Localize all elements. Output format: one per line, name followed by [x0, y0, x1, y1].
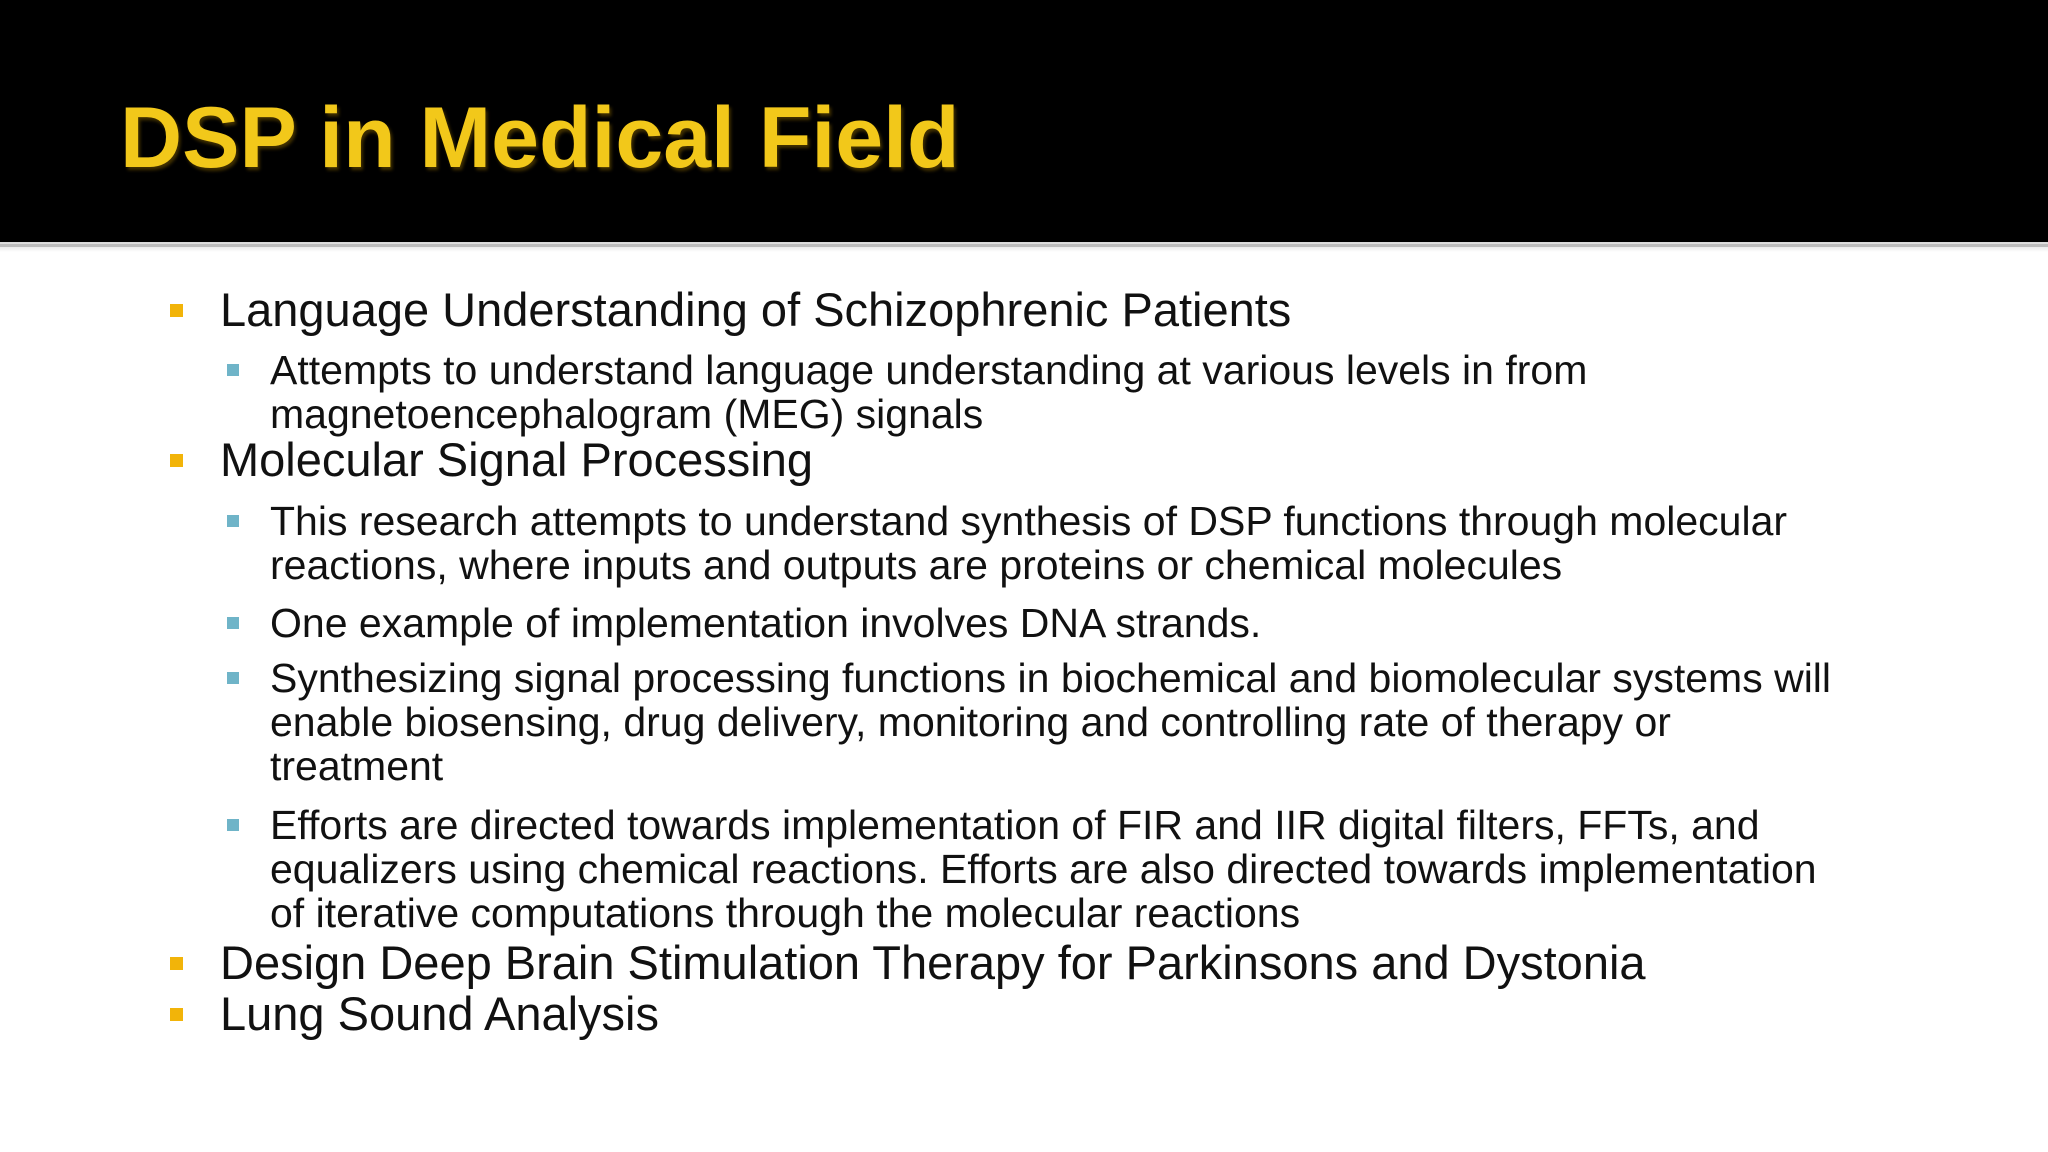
bullet-text: Language Understanding of Schizophrenic Patients — [220, 283, 1292, 336]
sub-bullet-line: Efforts are directed towards implementation of FIR and IIR digital filters, FFTs, and — [270, 802, 1760, 848]
sub-bullet-line: This research attempts to understand synthesis of DSP functions through molecular — [270, 498, 1788, 544]
sub-bullet-line: equalizers using chemical reactions. Efforts are also directed towards implementation — [270, 846, 1817, 892]
sub-bullet-line: of iterative computations through the molecular reactions — [270, 890, 1301, 936]
sub-bullet-marker-icon — [227, 515, 239, 527]
sub-bullet-marker-icon — [227, 672, 239, 684]
sub-bullet-line: Attempts to understand language understanding at various levels in from — [270, 347, 1588, 393]
slide-title: DSP in Medical Field — [120, 90, 960, 186]
sub-bullet-line: treatment — [270, 743, 444, 789]
sub-bullet-line: magnetoencephalogram (MEG) signals — [270, 391, 984, 437]
sub-bullet-line: One example of implementation involves DNA strands. — [270, 600, 1262, 646]
sub-bullet-marker-icon — [227, 819, 239, 831]
bullet-text: Design Deep Brain Stimulation Therapy for Parkinsons and Dystonia — [220, 936, 1646, 989]
sub-bullet-line: Synthesizing signal processing functions in biochemical and biomolecular systems will — [270, 655, 1832, 701]
bullet-marker-icon — [170, 957, 183, 970]
sub-bullet-marker-icon — [227, 617, 239, 629]
sub-bullet-line: reactions, where inputs and outputs are proteins or chemical molecules — [270, 542, 1563, 588]
sub-bullet-line: enable biosensing, drug delivery, monitoring and controlling rate of therapy or — [270, 699, 1671, 745]
bullet-marker-icon — [170, 454, 183, 467]
sub-bullet-marker-icon — [227, 364, 239, 376]
bullet-text: Molecular Signal Processing — [220, 433, 814, 486]
bullet-marker-icon — [170, 1008, 183, 1021]
bullet-text: Lung Sound Analysis — [220, 987, 659, 1040]
bullet-marker-icon — [170, 304, 183, 317]
